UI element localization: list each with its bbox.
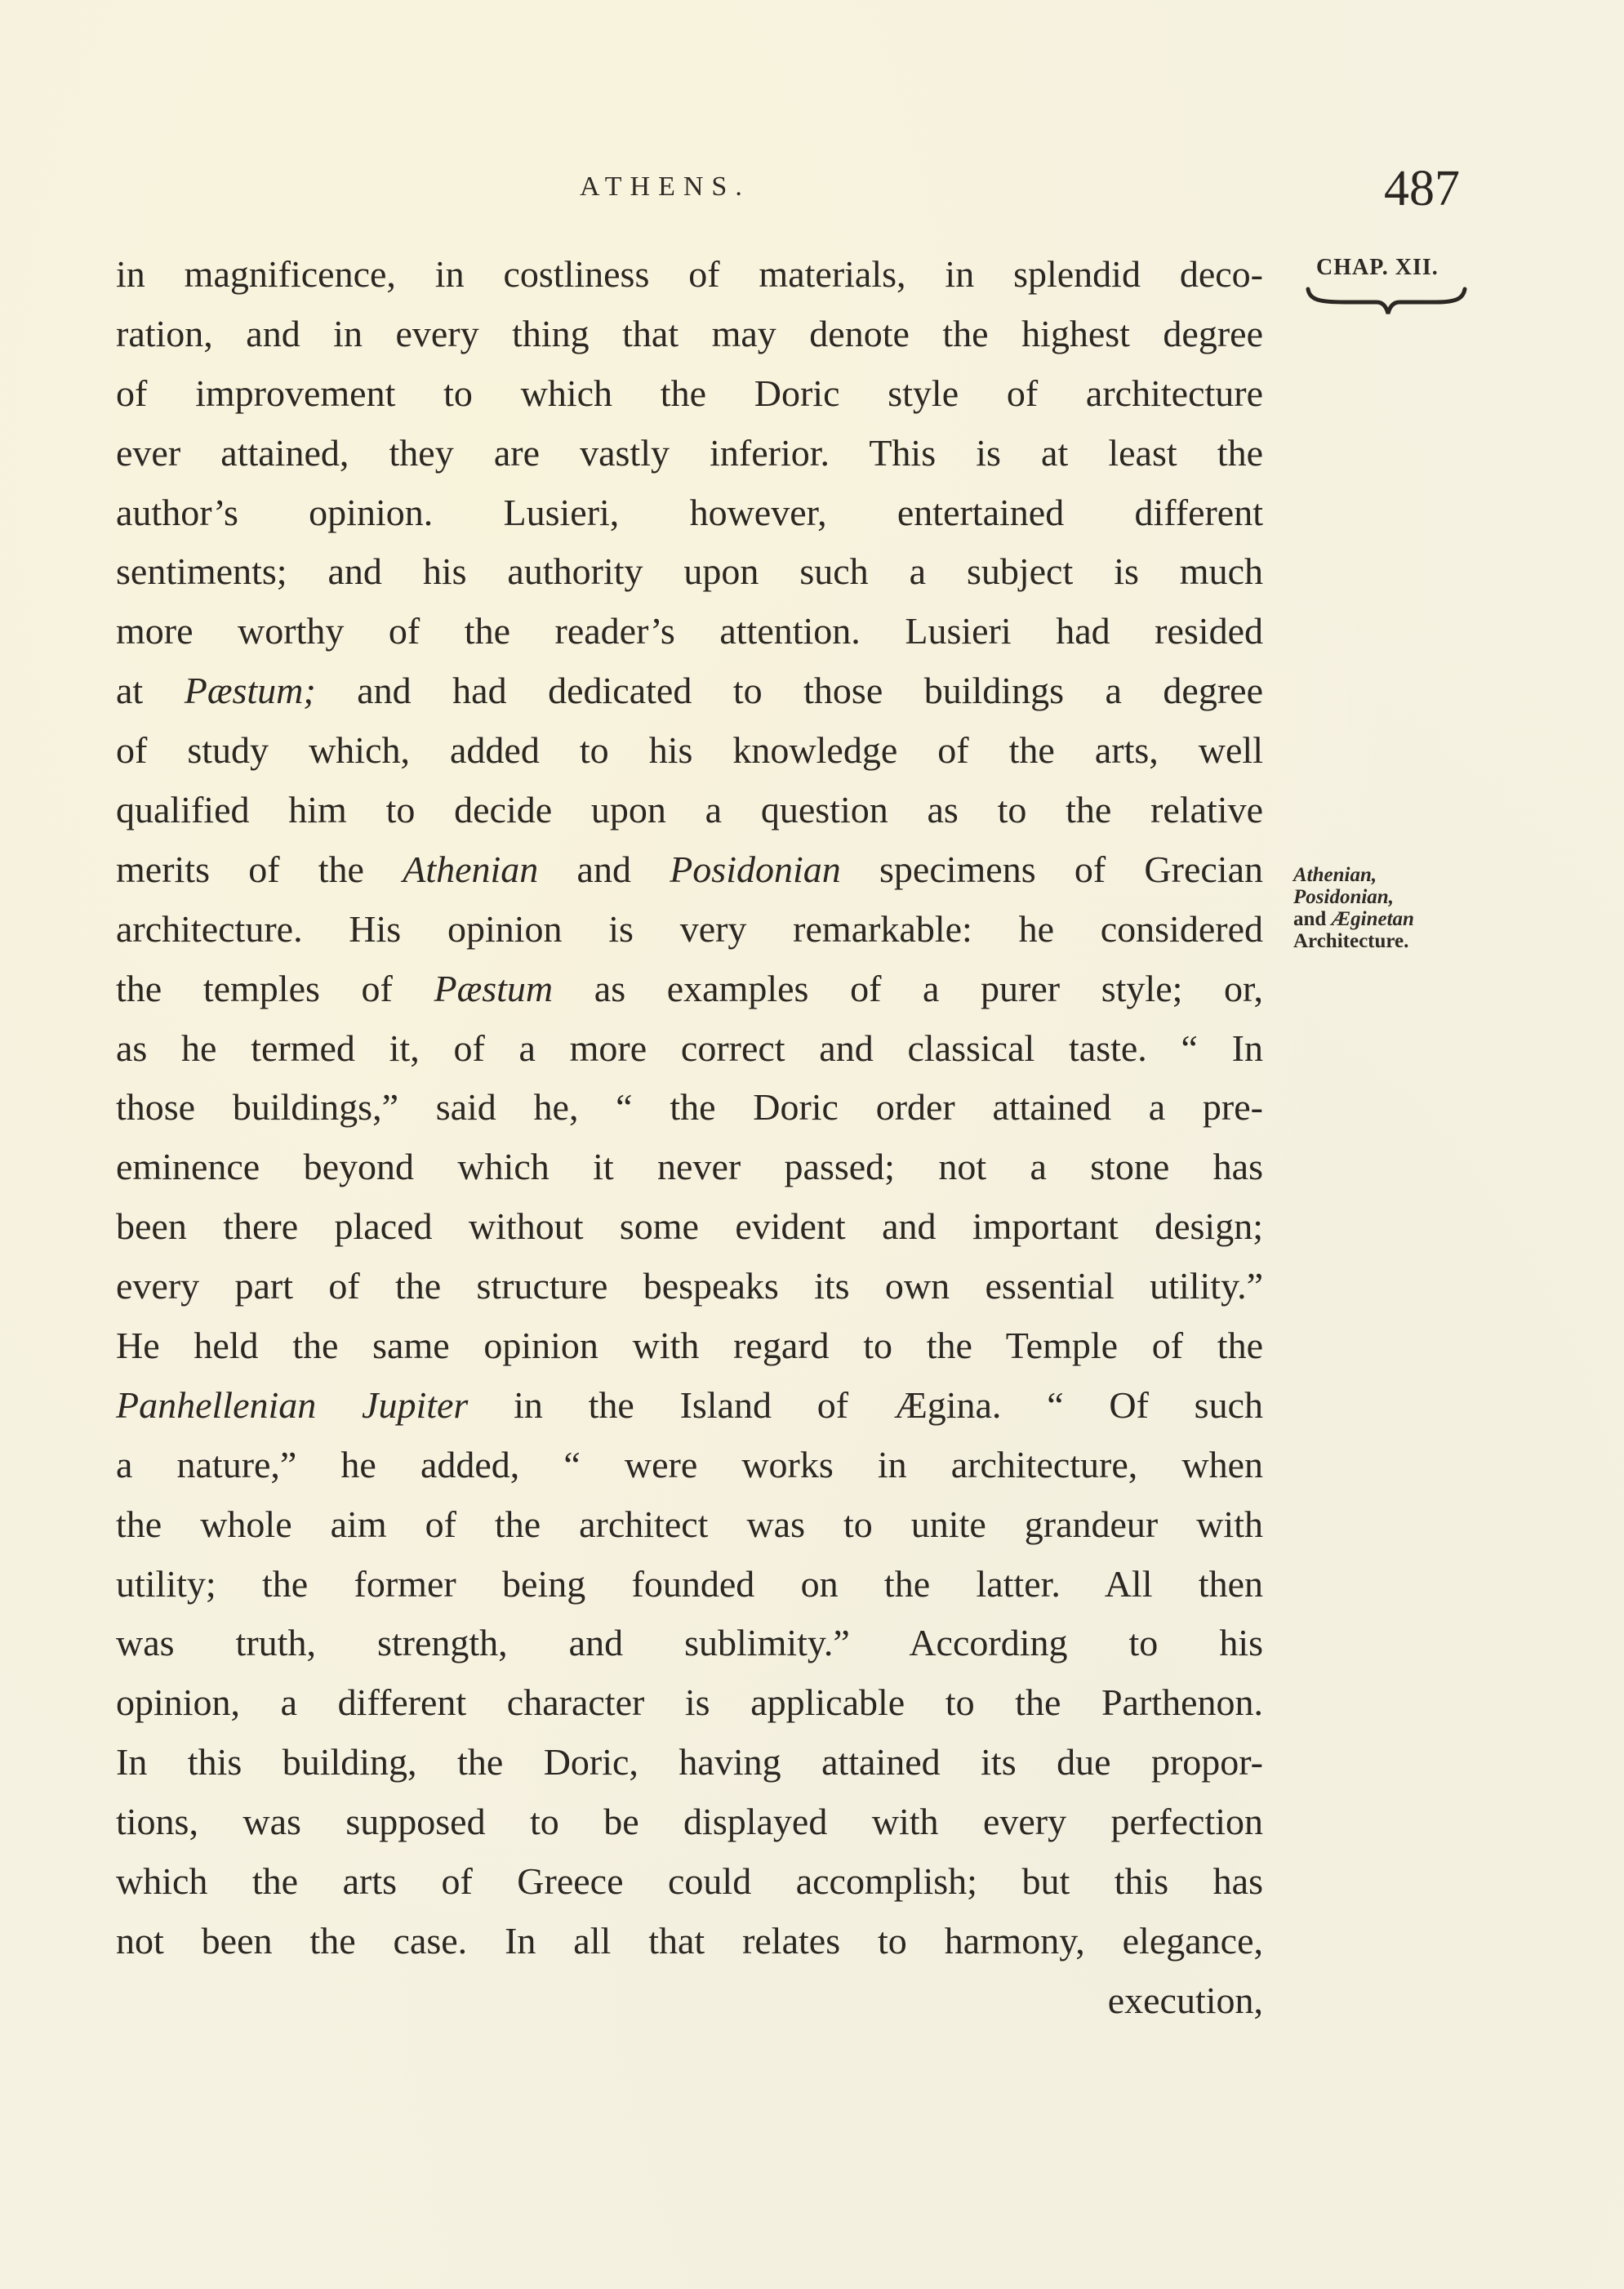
sidenote-text: and (1293, 908, 1332, 930)
text-segment: architecture. His opinion is very remarkable: he considered (116, 907, 1263, 950)
text-line (116, 245, 1263, 305)
text-line (116, 1257, 1263, 1316)
text-segment: of improvement to which the Doric style of architecture (116, 372, 1263, 414)
text-line (116, 1376, 1263, 1436)
text-line (116, 424, 1263, 483)
text-segment: been there placed without some evident and important design; (116, 1205, 1263, 1248)
text-segment: was truth, strength, and sublimity.” According to his (116, 1622, 1263, 1664)
catchword: execution, (1107, 1979, 1263, 2021)
text-line (116, 1078, 1263, 1138)
chapter-label: CHAP. XII. (1316, 255, 1439, 280)
sidenote-line: Athenian, (1293, 864, 1377, 886)
text-line (116, 542, 1263, 602)
text-line (116, 1852, 1263, 1912)
text-segment: which the arts of Greece could accomplish; but this has (116, 1860, 1263, 1903)
italic-term: Posidonian (670, 848, 841, 890)
text-line (116, 1436, 1263, 1495)
running-title: ATHENS. (580, 171, 750, 202)
text-line (116, 661, 1263, 721)
text-line (116, 602, 1263, 661)
text-line (116, 1197, 1263, 1257)
text-line (116, 1316, 1263, 1376)
body-text (116, 245, 1263, 2031)
text-line (116, 1912, 1263, 1971)
sidenote-italic-text: Æginetan (1331, 908, 1414, 930)
text-line (116, 1733, 1263, 1792)
text-segment: at (116, 670, 185, 712)
text-segment: merits of the (116, 848, 403, 890)
text-segment: a nature,” he added, “ were works in architecture, when (116, 1443, 1263, 1485)
text-segment: every part of the structure bespeaks its own essential utility.” (116, 1265, 1263, 1307)
brace-ornament-icon (1305, 286, 1468, 318)
text-segment: of study which, added to his knowledge of the arts, well (116, 729, 1263, 772)
italic-term: Pæstum; (184, 670, 316, 712)
text-line (116, 364, 1263, 424)
text-segment: ration, and in every thing that may denote the highest degree (116, 312, 1263, 354)
sidenote-line: Posidonian, (1293, 886, 1394, 908)
text-line (116, 1614, 1263, 1673)
sidenote-line (1293, 908, 1473, 930)
italic-term: Pæstum (434, 967, 554, 1009)
text-segment: more worthy of the reader’s attention. Lusieri had resided (116, 610, 1263, 652)
text-line (116, 840, 1263, 900)
page-number: 487 (1384, 161, 1460, 216)
text-segment: as examples of a purer style; or, (553, 967, 1263, 1009)
text-segment: In this building, the Doric, having attained its due propor- (116, 1741, 1263, 1784)
text-segment: those buildings,” said he, “ the Doric order attained a pre- (116, 1086, 1263, 1129)
text-segment: ever attained, they are vastly inferior. This is at least the (116, 431, 1263, 474)
text-line (116, 1019, 1263, 1079)
text-line (116, 305, 1263, 364)
text-line (116, 960, 1263, 1019)
italic-term: Athenian (403, 848, 539, 890)
sidenote-line: Architecture. (1293, 930, 1409, 952)
text-segment: eminence beyond which it never passed; not a stone has (116, 1146, 1263, 1188)
text-line (116, 1138, 1263, 1197)
text-segment: and (538, 848, 670, 890)
text-segment: opinion, a different character is applicable to the Parthenon. (116, 1681, 1263, 1724)
text-segment: not been the case. In all that relates to harmony, elegance, (116, 1919, 1263, 1962)
text-segment: the whole aim of the architect was to unite grandeur with (116, 1503, 1263, 1545)
text-segment: in magnificence, in costliness of materials, in splendid deco- (116, 253, 1263, 295)
text-segment: utility; the former being founded on the latter. All then (116, 1562, 1263, 1605)
text-line (116, 1673, 1263, 1733)
text-line (116, 781, 1263, 840)
text-segment: sentiments; and his authority upon such a subject is much (116, 550, 1263, 593)
text-segment: as he termed it, of a more correct and classical taste. “ In (116, 1026, 1263, 1069)
text-segment: in the Island of Ægina. “ Of such (468, 1383, 1263, 1426)
text-line (116, 483, 1263, 543)
text-segment: qualified him to decide upon a question as to the relative (116, 789, 1263, 831)
text-line (116, 1555, 1263, 1614)
text-segment: specimens of Grecian (840, 848, 1263, 890)
text-line (116, 1495, 1263, 1555)
marginal-sidenote (1293, 864, 1473, 952)
text-line (116, 721, 1263, 781)
italic-term: Panhellenian Jupiter (116, 1383, 469, 1426)
text-line (116, 1792, 1263, 1852)
text-segment: author’s opinion. Lusieri, however, entertained different (116, 491, 1263, 533)
text-line (116, 900, 1263, 960)
text-segment: He held the same opinion with regard to the Temple of the (116, 1325, 1263, 1367)
text-segment: and had dedicated to those buildings a degree (315, 670, 1263, 712)
text-segment: the temples of (116, 967, 434, 1009)
text-segment: tions, was supposed to be displayed with every perfection (116, 1801, 1263, 1843)
